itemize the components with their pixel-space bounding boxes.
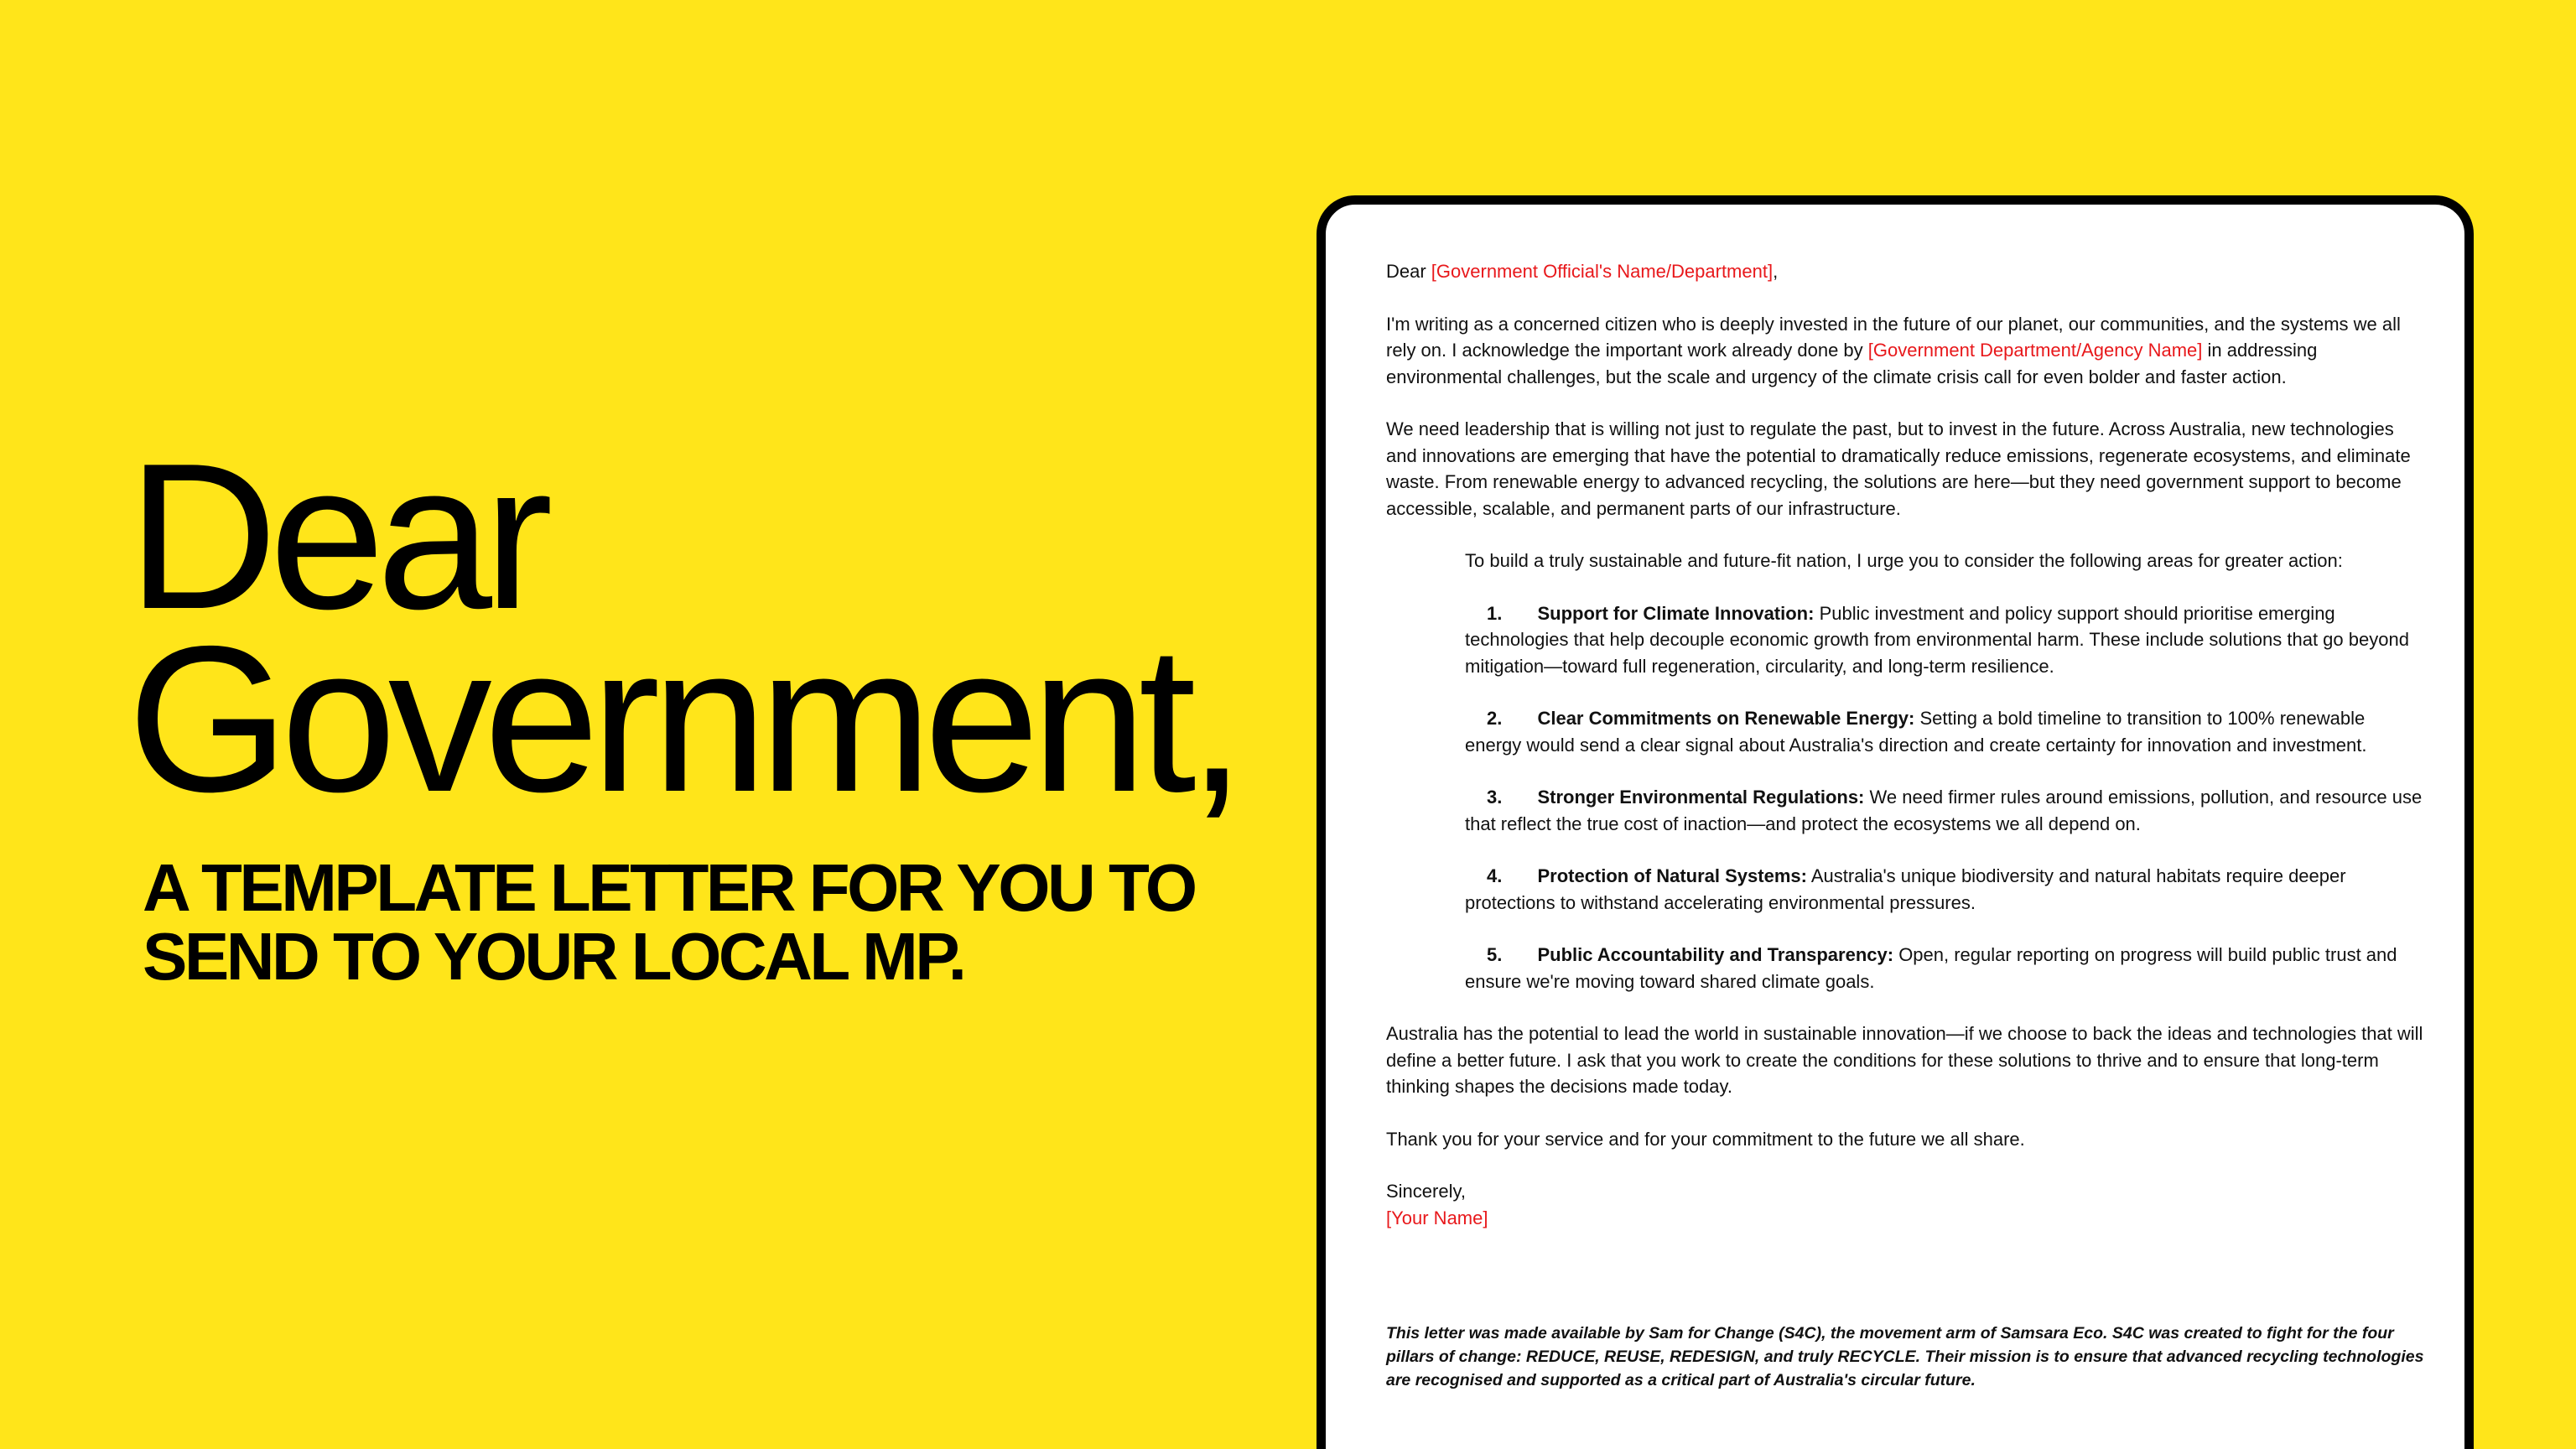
title-line-1: Dear	[127, 419, 545, 652]
list-item-heading: Public Accountability and Transparency:	[1537, 944, 1894, 965]
letter-body	[1386, 258, 2426, 1392]
signoff: Sincerely,	[1386, 1181, 1466, 1202]
list-number: 3.	[1487, 787, 1503, 808]
official-name-placeholder: [Government Official's Name/Department]	[1431, 261, 1774, 282]
subtitle-line-1: A TEMPLATE LETTER FOR YOU TO	[143, 850, 1195, 925]
salutation-prefix: Dear	[1386, 261, 1431, 282]
list-item	[1386, 600, 2426, 680]
list-item-text: Setting a bold timeline to transition to 100% renewable energy would send a clear signal about Australia's direction and create certainty for innovation and investment.	[1465, 708, 2367, 756]
your-name-placeholder: [Your Name]	[1386, 1207, 1488, 1228]
list-item	[1386, 784, 2426, 837]
list-item-text: Australia's unique biodiversity and natural habitats require deeper protections to withstand accelerating environmental pressures.	[1465, 865, 2346, 913]
agency-name-placeholder: [Government Department/Agency Name]	[1867, 340, 2203, 361]
list-item	[1386, 863, 2426, 916]
page-title	[127, 419, 1238, 835]
page-subtitle	[143, 850, 1195, 994]
list-number: 5.	[1487, 944, 1503, 965]
paragraph-4: Thank you for your service and for your commitment to the future we all share.	[1386, 1128, 2025, 1150]
list-number: 4.	[1487, 865, 1503, 886]
list-item-text: Open, regular reporting on progress will build public trust and ensure we're moving toward shared climate goals.	[1465, 944, 2397, 992]
subtitle-line-2: SEND TO YOUR LOCAL MP.	[143, 919, 964, 994]
list-item-heading: Stronger Environmental Regulations:	[1537, 787, 1865, 808]
list-item-heading: Clear Commitments on Renewable Energy:	[1537, 708, 1915, 729]
list-item	[1386, 942, 2426, 995]
salutation	[1386, 258, 2426, 285]
signature-block	[1386, 1178, 2426, 1231]
list-item-heading: Support for Climate Innovation:	[1537, 602, 1815, 624]
list-item-text: We need firmer rules around emissions, pollution, and resource use that reflect the true cost of inaction—and protect the ecosystems we all depend on.	[1465, 787, 2423, 834]
list-number: 1.	[1487, 602, 1503, 624]
salutation-suffix: ,	[1773, 261, 1779, 282]
paragraph-1-start: I'm writing as a concerned citizen who is deeply invested in the future of our planet, our communities, and the systems we all rely on. I acknowledge the important work already done by	[1386, 313, 2401, 361]
letter-document-frame	[1317, 195, 2474, 1449]
list-item	[1386, 705, 2426, 758]
paragraph-3: Australia has the potential to lead the world in sustainable innovation—if we choose to back the ideas and technologies that will define a better future. I ask that you work to create the conditions for these solutions to thrive and to ensure that long-term thinking shapes the decisions made today.	[1386, 1023, 2423, 1097]
list-number: 2.	[1487, 708, 1503, 729]
list-intro: To build a truly sustainable and future-fit nation, I urge you to consider the following areas for greater action:	[1465, 550, 2343, 571]
footnote: This letter was made available by Sam for Change (S4C), the movement arm of Samsara Eco. S4C was created to fight for the four pillars of change: REDUCE, REUSE, REDESIGN, and truly RECYCLE. Their mission is to ensure that advanced recycling technologies are recognised and supported as a critical part of Australia's circular future.	[1386, 1324, 2424, 1389]
list-item-text: Public investment and policy support should prioritise emerging technologies that help decouple economic growth from environmental harm. These include solutions that go beyond mitigation—toward full regeneration, circularity, and long-term resilience.	[1465, 602, 2409, 677]
title-line-2: Government,	[127, 602, 1238, 835]
paragraph-1-end: in addressing environmental challenges, but the scale and urgency of the climate crisis call for even bolder and faster action.	[1386, 340, 2318, 387]
paragraph-1	[1386, 311, 2426, 391]
list-item-heading: Protection of Natural Systems:	[1537, 865, 1807, 886]
paragraph-2: We need leadership that is willing not just to regulate the past, but to invest in the future. Across Australia, new technologies and innovations are emerging that have the potential to dramatically reduce emissions, regenerate ecosystems, and eliminate waste. From renewable energy to advanced recycling, the solutions are here—but they need government support to become accessible, scalable, and permanent parts of our infrastructure.	[1386, 418, 2411, 519]
